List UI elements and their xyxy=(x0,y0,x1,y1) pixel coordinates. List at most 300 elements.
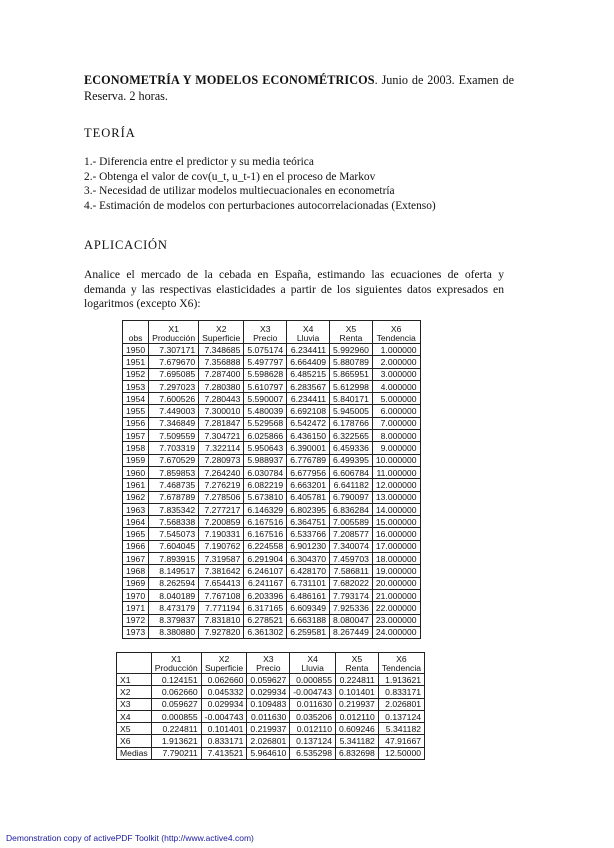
table-cell: 7.287400 xyxy=(199,368,244,380)
covariance-table-body xyxy=(117,674,425,760)
table-cell: 0.609246 xyxy=(335,723,378,735)
table-cell: 6.241167 xyxy=(244,577,287,589)
row-label-cell: 1959 xyxy=(123,454,149,466)
table-cell: 17.000000 xyxy=(372,540,420,552)
table-cell: 6.317165 xyxy=(244,602,287,614)
table-cell: 19.000000 xyxy=(372,565,420,577)
row-label-cell: 1953 xyxy=(123,380,149,392)
table-cell: 0.029934 xyxy=(247,686,290,698)
table-cell: 7.348685 xyxy=(199,344,244,356)
table-cell: 6.641182 xyxy=(330,479,373,491)
table-cell: 6.259581 xyxy=(287,626,330,638)
column-name: obs xyxy=(128,333,143,343)
table-cell: 6.390001 xyxy=(287,442,330,454)
table-cell: 16.000000 xyxy=(372,528,420,540)
table-cell: 7.280380 xyxy=(199,380,244,392)
table-cell: 0.035206 xyxy=(290,710,336,722)
table-cell: 0.109483 xyxy=(247,698,290,710)
table-cell: 7.703319 xyxy=(149,442,199,454)
column-header xyxy=(290,653,336,674)
table-cell: 7.280443 xyxy=(199,393,244,405)
table-cell: 7.459703 xyxy=(330,553,373,565)
column-variable: X1 xyxy=(168,324,179,334)
table-cell: 6.000000 xyxy=(372,405,420,417)
table-cell: 7.340074 xyxy=(330,540,373,552)
table-cell: 6.030784 xyxy=(244,466,287,478)
table-cell: 6.499395 xyxy=(330,454,373,466)
table-cell: 47.91667 xyxy=(378,735,424,747)
row-label-cell: 1962 xyxy=(123,491,149,503)
table-cell: 7.678789 xyxy=(149,491,199,503)
data-table xyxy=(122,320,421,639)
table-cell: 7.654413 xyxy=(199,577,244,589)
table-cell: 7.276219 xyxy=(199,479,244,491)
table-cell: 0.011630 xyxy=(290,698,336,710)
table-cell: 14.000000 xyxy=(372,503,420,515)
table-cell: 6.246107 xyxy=(244,565,287,577)
column-header xyxy=(151,653,201,674)
row-label-cell: 1956 xyxy=(123,417,149,429)
table-cell: 7.281847 xyxy=(199,417,244,429)
row-label-cell: 1961 xyxy=(123,479,149,491)
table-row xyxy=(117,698,425,710)
table-cell: 8.267449 xyxy=(330,626,373,638)
table-row xyxy=(117,710,425,722)
table-cell: 13.000000 xyxy=(372,491,420,503)
table-cell: 8.379837 xyxy=(149,614,199,626)
column-name: Producción xyxy=(152,333,196,343)
row-label-cell: 1958 xyxy=(123,442,149,454)
table-row xyxy=(123,540,421,552)
table-row xyxy=(123,368,421,380)
table-cell: 10.000000 xyxy=(372,454,420,466)
table-cell: 8.149517 xyxy=(149,565,199,577)
column-variable: X3 xyxy=(263,654,274,664)
table-cell: 6.776789 xyxy=(287,454,330,466)
table-cell: 6.836284 xyxy=(330,503,373,515)
table-cell: 6.663188 xyxy=(287,614,330,626)
table-cell: 0.059627 xyxy=(151,698,201,710)
table-cell: 5.075174 xyxy=(244,344,287,356)
table-cell: 6.203396 xyxy=(244,589,287,601)
table-cell: 0.012110 xyxy=(335,710,378,722)
table-cell: 0.833171 xyxy=(201,735,247,747)
table-cell: 1.913621 xyxy=(378,674,424,686)
column-header xyxy=(149,321,199,344)
table-cell: 9.000000 xyxy=(372,442,420,454)
table-cell: 24.000000 xyxy=(372,626,420,638)
table-cell: 2.000000 xyxy=(372,356,420,368)
watermark-footer: Demonstration copy of activePDF Toolkit (http://www.active4.com) xyxy=(6,833,254,843)
column-variable: X2 xyxy=(215,324,227,334)
table-row xyxy=(123,479,421,491)
column-name: Lluvia xyxy=(301,663,324,673)
table-cell: 7.767108 xyxy=(199,589,244,601)
table-cell: 12.50000 xyxy=(378,747,424,759)
table-cell: 7.300010 xyxy=(199,405,244,417)
row-label-cell: 1950 xyxy=(123,344,149,356)
table-cell: 7.413521 xyxy=(201,747,247,759)
table-cell: 6.486161 xyxy=(287,589,330,601)
teoria-item: 1.- Diferencia entre el predictor y su media teórica xyxy=(84,156,314,168)
table-cell: 0.045332 xyxy=(201,686,247,698)
table-row xyxy=(123,614,421,626)
table-row xyxy=(117,686,425,698)
table-cell: 4.000000 xyxy=(372,380,420,392)
table-cell: 6.278521 xyxy=(244,614,287,626)
table-cell: 6.731101 xyxy=(287,577,330,589)
row-label-cell: 1965 xyxy=(123,528,149,540)
table-cell: 7.190331 xyxy=(199,528,244,540)
table-row xyxy=(123,393,421,405)
column-name: Lluvia xyxy=(296,333,320,343)
table-cell: 5.880789 xyxy=(330,356,373,368)
table-cell: 6.364751 xyxy=(287,516,330,528)
table-cell: 6.542472 xyxy=(287,417,330,429)
column-variable: X2 xyxy=(218,654,230,664)
table-cell: 7.790211 xyxy=(151,747,201,759)
table-cell: 0.101401 xyxy=(335,686,378,698)
table-cell: 5.964610 xyxy=(247,747,290,759)
row-label-cell: 1951 xyxy=(123,356,149,368)
table-cell: 7.509559 xyxy=(149,430,199,442)
table-row xyxy=(123,454,421,466)
column-header xyxy=(117,653,152,674)
course-title: ECONOMETRÍA Y MODELOS ECONOMÉTRICOS xyxy=(84,73,375,87)
table-cell: 5.988937 xyxy=(244,454,287,466)
table-cell: 23.000000 xyxy=(372,614,420,626)
table-cell: 0.029934 xyxy=(201,698,247,710)
table-cell: 11.000000 xyxy=(372,466,420,478)
row-label-cell: 1963 xyxy=(123,503,149,515)
table-cell: 7.835342 xyxy=(149,503,199,515)
table-cell: 8.473179 xyxy=(149,602,199,614)
table-cell: 6.361302 xyxy=(244,626,287,638)
table-row xyxy=(117,747,425,759)
table-row xyxy=(117,674,425,686)
table-cell: 6.178766 xyxy=(330,417,373,429)
column-header xyxy=(247,653,290,674)
table-cell: -0.004743 xyxy=(201,710,247,722)
row-label-cell: 1973 xyxy=(123,626,149,638)
covariance-table xyxy=(116,652,425,760)
column-name: Producción xyxy=(154,663,198,673)
table-cell: 7.356888 xyxy=(199,356,244,368)
table-cell: 6.224558 xyxy=(244,540,287,552)
table-row xyxy=(123,516,421,528)
table-cell: 6.291904 xyxy=(244,553,287,565)
table-cell: 7.600526 xyxy=(149,393,199,405)
data-table-body xyxy=(123,344,421,639)
table-cell: 7.771194 xyxy=(199,602,244,614)
table-cell: 7.468735 xyxy=(149,479,199,491)
row-label-cell: 1970 xyxy=(123,589,149,601)
covariance-table-header-row xyxy=(117,653,425,674)
table-cell: 0.124151 xyxy=(151,674,201,686)
table-cell: 8.262594 xyxy=(149,577,199,589)
table-cell: 0.833171 xyxy=(378,686,424,698)
table-row xyxy=(123,553,421,565)
table-row xyxy=(123,565,421,577)
row-label-cell: 1967 xyxy=(123,553,149,565)
table-row xyxy=(117,735,425,747)
table-cell: 0.224811 xyxy=(151,723,201,735)
table-cell: 6.405781 xyxy=(287,491,330,503)
table-cell: 8.080047 xyxy=(330,614,373,626)
table-cell: 21.000000 xyxy=(372,589,420,601)
column-name: Superficie xyxy=(204,663,244,673)
column-header xyxy=(201,653,247,674)
table-cell: 0.219937 xyxy=(335,698,378,710)
row-label-cell: Medias xyxy=(117,747,152,759)
row-label-cell: 1971 xyxy=(123,602,149,614)
column-name: Renta xyxy=(339,333,363,343)
column-name: Superficie xyxy=(202,333,241,343)
table-cell: 5.497797 xyxy=(244,356,287,368)
table-cell: 7.695085 xyxy=(149,368,199,380)
column-variable: X5 xyxy=(345,324,357,334)
table-cell: 7.568338 xyxy=(149,516,199,528)
table-cell: 0.137124 xyxy=(290,735,336,747)
column-name: Renta xyxy=(345,663,369,673)
row-label-cell: X2 xyxy=(117,686,152,698)
table-cell: 6.234411 xyxy=(287,344,330,356)
table-cell: 0.062660 xyxy=(151,686,201,698)
table-cell: 5.950643 xyxy=(244,442,287,454)
row-label-cell: 1960 xyxy=(123,466,149,478)
table-cell: 2.026801 xyxy=(378,698,424,710)
table-cell: 6.664409 xyxy=(287,356,330,368)
table-cell: 7.793174 xyxy=(330,589,373,601)
table-cell: 6.609349 xyxy=(287,602,330,614)
table-cell: 6.692108 xyxy=(287,405,330,417)
aplicacion-text: Analice el mercado de la cebada en España, estimando las ecuaciones de oferta y demanda y las respectivas elasticidades a partir de los siguientes datos expresados en logaritmos (excepto X6): xyxy=(84,268,504,311)
table-cell: 6.322565 xyxy=(330,430,373,442)
table-cell: 7.208577 xyxy=(330,528,373,540)
table-cell: 5.341182 xyxy=(378,723,424,735)
table-row xyxy=(123,602,421,614)
column-variable: X4 xyxy=(307,654,318,664)
table-cell: 7.264240 xyxy=(199,466,244,478)
row-label-cell: 1972 xyxy=(123,614,149,626)
table-cell: 7.586811 xyxy=(330,565,373,577)
teoria-list xyxy=(84,155,436,213)
table-cell: 6.790097 xyxy=(330,491,373,503)
column-header xyxy=(199,321,244,344)
table-cell: 1.000000 xyxy=(372,344,420,356)
column-name: Tendencia xyxy=(381,663,422,673)
table-cell: 5.000000 xyxy=(372,393,420,405)
column-header xyxy=(378,653,424,674)
table-cell: 7.280973 xyxy=(199,454,244,466)
table-row xyxy=(123,380,421,392)
table-cell: 5.590007 xyxy=(244,393,287,405)
row-label-cell: X5 xyxy=(117,723,152,735)
table-cell: 20.000000 xyxy=(372,577,420,589)
column-header xyxy=(287,321,330,344)
table-cell: 7.670529 xyxy=(149,454,199,466)
column-variable: X4 xyxy=(302,324,314,334)
table-row xyxy=(123,405,421,417)
table-cell: 7.449003 xyxy=(149,405,199,417)
table-row xyxy=(123,466,421,478)
table-cell: 8.000000 xyxy=(372,430,420,442)
table-cell: 6.436150 xyxy=(287,430,330,442)
table-cell: 7.604045 xyxy=(149,540,199,552)
table-cell: 0.000855 xyxy=(290,674,336,686)
table-cell: 5.480039 xyxy=(244,405,287,417)
row-label-cell: 1969 xyxy=(123,577,149,589)
table-cell: 2.026801 xyxy=(247,735,290,747)
table-cell: 6.802395 xyxy=(287,503,330,515)
table-cell: 7.278506 xyxy=(199,491,244,503)
table-row xyxy=(123,430,421,442)
column-variable: X1 xyxy=(170,654,182,664)
teoria-item: 2.- Obtenga el valor de cov(u_t, u_t-1) en el proceso de Markov xyxy=(84,170,376,183)
exam-heading xyxy=(84,72,514,104)
table-cell: 15.000000 xyxy=(372,516,420,528)
row-label-cell: 1964 xyxy=(123,516,149,528)
table-cell: 6.459336 xyxy=(330,442,373,454)
table-cell: 6.677956 xyxy=(287,466,330,478)
table-cell: 5.673810 xyxy=(244,491,287,503)
table-cell: 6.146329 xyxy=(244,503,287,515)
row-label-cell: X1 xyxy=(117,674,152,686)
table-cell: 7.304721 xyxy=(199,430,244,442)
aplicacion-title: APLICACIÓN xyxy=(84,238,168,252)
table-cell: 5.610797 xyxy=(244,380,287,392)
row-label-cell: 1952 xyxy=(123,368,149,380)
table-cell: 7.545073 xyxy=(149,528,199,540)
table-cell: 0.219937 xyxy=(247,723,290,735)
column-variable: X6 xyxy=(390,324,402,334)
table-cell: 0.062660 xyxy=(201,674,247,686)
table-cell: 7.893915 xyxy=(149,553,199,565)
table-cell: 6.428170 xyxy=(287,565,330,577)
table-cell: 7.307171 xyxy=(149,344,199,356)
table-cell: 5.865951 xyxy=(330,368,373,380)
table-cell: 7.831810 xyxy=(199,614,244,626)
table-row xyxy=(123,503,421,515)
table-cell: 7.005589 xyxy=(330,516,373,528)
column-name: Tendencia xyxy=(376,333,416,343)
exam-subtitle: . Junio de 2003. Examen de Reserva. 2 horas. xyxy=(84,73,514,103)
teoria-item: 3.- Necesidad de utilizar modelos multiecuacionales en econometría xyxy=(84,185,395,198)
table-cell: 6.535298 xyxy=(290,747,336,759)
column-header xyxy=(330,321,373,344)
column-name: Precio xyxy=(256,663,281,673)
table-row xyxy=(123,442,421,454)
table-cell: 0.059627 xyxy=(247,674,290,686)
column-header xyxy=(244,321,287,344)
table-cell: 5.612998 xyxy=(330,380,373,392)
table-cell: 6.082219 xyxy=(244,479,287,491)
table-cell: 6.167516 xyxy=(244,516,287,528)
column-variable: X6 xyxy=(396,654,407,664)
table-row xyxy=(123,577,421,589)
table-cell: 6.663201 xyxy=(287,479,330,491)
table-cell: 0.000855 xyxy=(151,710,201,722)
table-cell: 7.679670 xyxy=(149,356,199,368)
teoria-item: 4.- Estimación de modelos con perturbaciones autocorrelacionadas (Extenso) xyxy=(84,199,436,212)
table-cell: 18.000000 xyxy=(372,553,420,565)
table-cell: 5.341182 xyxy=(335,735,378,747)
row-label-cell: 1954 xyxy=(123,393,149,405)
table-cell: 7.859853 xyxy=(149,466,199,478)
table-cell: 6.533766 xyxy=(287,528,330,540)
table-cell: 6.832698 xyxy=(335,747,378,759)
row-label-cell: 1957 xyxy=(123,430,149,442)
teoria-title: TEORÍA xyxy=(84,126,136,140)
table-cell: 7.277217 xyxy=(199,503,244,515)
column-variable: X3 xyxy=(260,324,271,334)
table-row xyxy=(117,723,425,735)
table-cell: 0.137124 xyxy=(378,710,424,722)
table-cell: 6.234411 xyxy=(287,393,330,405)
table-cell: 0.224811 xyxy=(335,674,378,686)
table-cell: 7.000000 xyxy=(372,417,420,429)
column-header xyxy=(372,321,420,344)
table-cell: 6.901230 xyxy=(287,540,330,552)
table-cell: 5.992960 xyxy=(330,344,373,356)
table-cell: 7.682022 xyxy=(330,577,373,589)
row-label-cell: 1955 xyxy=(123,405,149,417)
table-cell: 7.381642 xyxy=(199,565,244,577)
table-cell: 0.011630 xyxy=(247,710,290,722)
table-cell: 7.200859 xyxy=(199,516,244,528)
table-cell: 7.322114 xyxy=(199,442,244,454)
table-row xyxy=(123,356,421,368)
table-cell: 6.304370 xyxy=(287,553,330,565)
table-cell: 0.101401 xyxy=(201,723,247,735)
table-cell: 7.925336 xyxy=(330,602,373,614)
table-row xyxy=(123,417,421,429)
table-cell: 1.913621 xyxy=(151,735,201,747)
table-cell: 6.167516 xyxy=(244,528,287,540)
table-cell: 8.380880 xyxy=(149,626,199,638)
column-variable: X5 xyxy=(351,654,363,664)
table-row xyxy=(123,491,421,503)
table-cell: 7.319587 xyxy=(199,553,244,565)
column-header xyxy=(335,653,378,674)
table-cell: 6.606784 xyxy=(330,466,373,478)
row-label-cell: 1968 xyxy=(123,565,149,577)
table-cell: 0.012110 xyxy=(290,723,336,735)
table-cell: 22.000000 xyxy=(372,602,420,614)
table-cell: 7.297023 xyxy=(149,380,199,392)
table-cell: 3.000000 xyxy=(372,368,420,380)
table-cell: 7.346849 xyxy=(149,417,199,429)
table-cell: -0.004743 xyxy=(290,686,336,698)
table-cell: 8.040189 xyxy=(149,589,199,601)
table-cell: 7.927820 xyxy=(199,626,244,638)
row-label-cell: X3 xyxy=(117,698,152,710)
table-row xyxy=(123,344,421,356)
table-cell: 6.025866 xyxy=(244,430,287,442)
table-cell: 6.283567 xyxy=(287,380,330,392)
table-cell: 5.945005 xyxy=(330,405,373,417)
table-cell: 12.000000 xyxy=(372,479,420,491)
row-label-cell: X6 xyxy=(117,735,152,747)
table-cell: 5.840171 xyxy=(330,393,373,405)
row-label-cell: 1966 xyxy=(123,540,149,552)
column-name: Precio xyxy=(253,333,278,343)
table-row xyxy=(123,528,421,540)
table-cell: 6.485215 xyxy=(287,368,330,380)
table-row xyxy=(123,626,421,638)
table-row xyxy=(123,589,421,601)
column-header xyxy=(123,321,149,344)
